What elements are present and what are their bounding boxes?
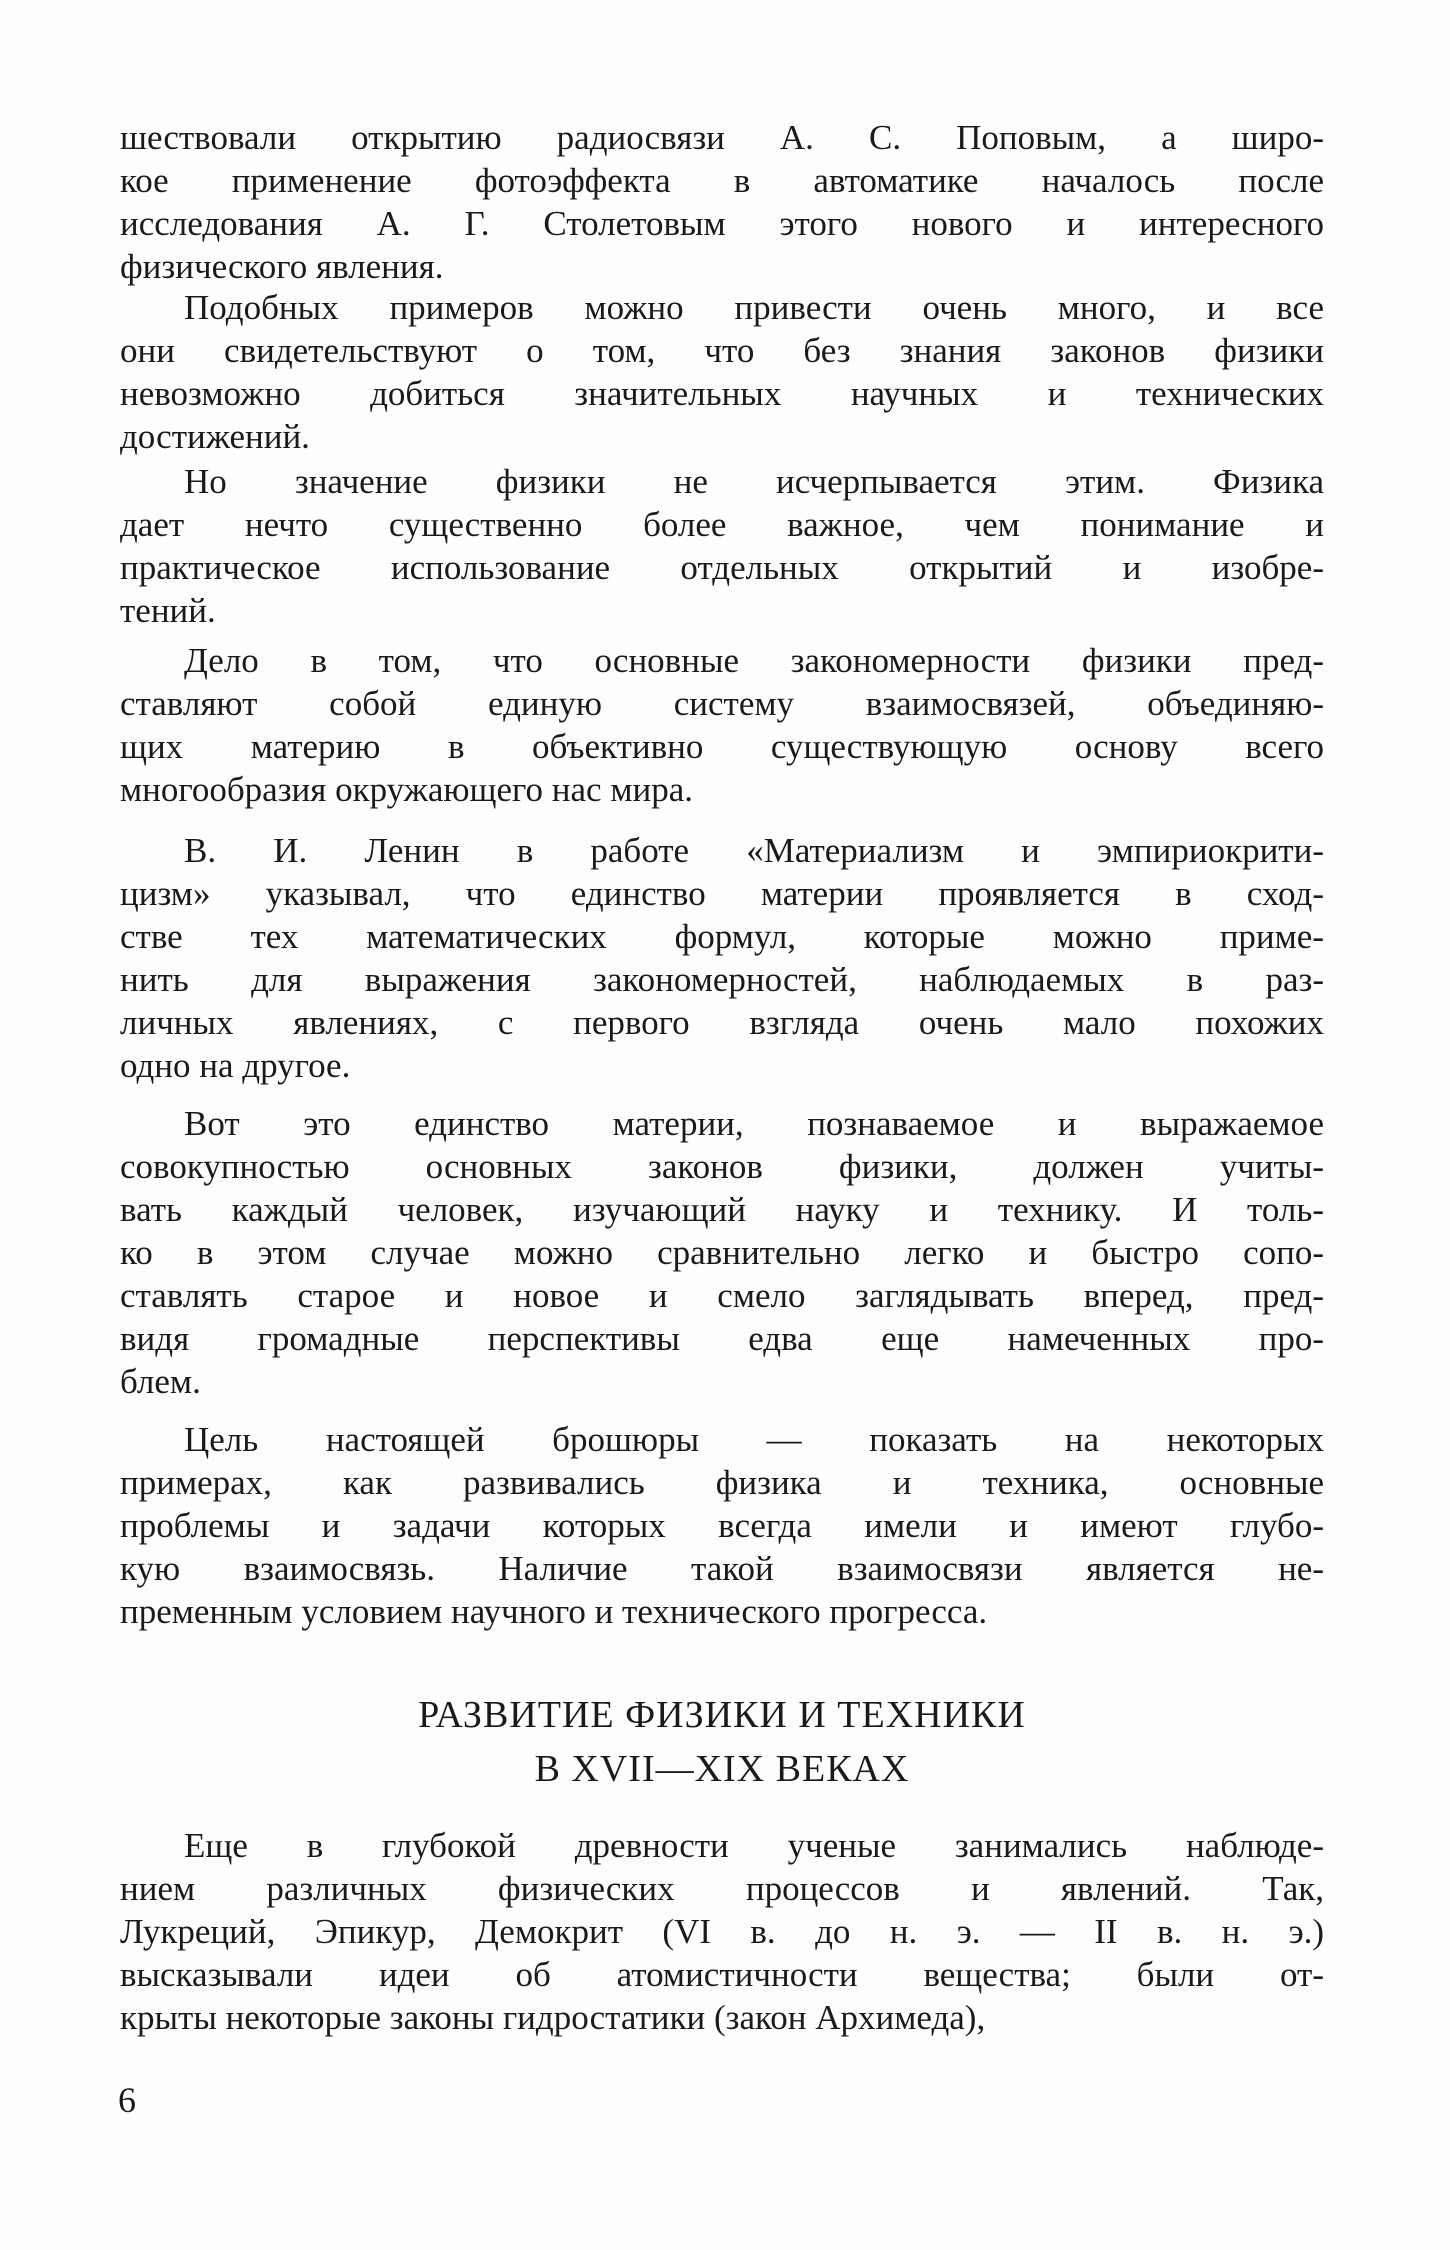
text-line: Подобных примеров можно привести очень много, и все <box>184 288 1324 327</box>
paragraph <box>120 1102 1324 1403</box>
paragraph <box>120 639 1324 811</box>
text-line: ко в этом случае можно сравнительно легко и быстро сопо- <box>120 1233 1324 1272</box>
text-line: исследования А. Г. Столетовым этого нового и интересного <box>120 204 1324 243</box>
text-line: кую взаимосвязь. Наличие такой взаимосвязи является не- <box>120 1549 1324 1588</box>
text-line: невозможно добиться значительных научных и технических <box>120 374 1324 413</box>
text-line: шествовали открытию радиосвязи А. С. Поповым, а широ- <box>120 118 1324 157</box>
paragraph <box>120 1418 1324 1633</box>
paragraph <box>120 286 1324 458</box>
section-heading-line-1: РАЗВИТИЕ ФИЗИКИ И ТЕХНИКИ <box>418 1694 1026 1736</box>
text-line: физического явления. <box>120 247 444 286</box>
text-line: дает нечто существенно более важное, чем понимание и <box>120 505 1324 544</box>
paragraph <box>120 829 1324 1087</box>
text-line: нить для выражения закономерностей, наблюдаемых в раз- <box>120 960 1324 999</box>
section-heading <box>120 1688 1324 1796</box>
page-number: 6 <box>118 2080 136 2120</box>
text-line: одно на другое. <box>120 1046 351 1085</box>
text-line: В. И. Ленин в работе «Материализм и эмпириокрити- <box>184 831 1324 870</box>
text-line: тений. <box>120 591 216 630</box>
text-line: многообразия окружающего нас мира. <box>120 770 693 809</box>
text-line: кое применение фотоэффекта в автоматике началось после <box>120 161 1324 200</box>
paragraph <box>120 1824 1324 2039</box>
text-line: крыты некоторые законы гидростатики (закон Архимеда), <box>120 1998 986 2037</box>
text-line: высказывали идеи об атомистичности вещества; были от- <box>120 1955 1324 1994</box>
paragraph <box>120 116 1324 288</box>
text-line: личных явлениях, с первого взгляда очень мало похожих <box>120 1003 1324 1042</box>
paragraph <box>120 460 1324 632</box>
text-line: они свидетельствуют о том, что без знания законов физики <box>120 331 1324 370</box>
text-line: нием различных физических процессов и явлений. Так, <box>120 1869 1324 1908</box>
text-line: Дело в том, что основные закономерности физики пред- <box>184 641 1324 680</box>
text-line: достижений. <box>120 417 310 456</box>
text-line: практическое использование отдельных открытий и изобре- <box>120 548 1324 587</box>
text-line: Но значение физики не исчерпывается этим. Физика <box>184 462 1324 501</box>
text-line: совокупностью основных законов физики, должен учиты- <box>120 1147 1324 1186</box>
text-line: цизм» указывал, что единство материи проявляется в сход- <box>120 874 1324 913</box>
text-line: Лукреций, Эпикур, Демокрит (VI в. до н. э. — II в. н. э.) <box>120 1912 1324 1951</box>
text-line: стве тех математических формул, которые можно приме- <box>120 917 1324 956</box>
text-line: ставляют собой единую систему взаимосвязей, объединяю- <box>120 684 1324 723</box>
text-line: пременным условием научного и технического прогресса. <box>120 1592 988 1631</box>
text-line: блем. <box>120 1362 201 1401</box>
text-line: Вот это единство материи, познаваемое и выражаемое <box>184 1104 1324 1143</box>
text-line: щих материю в объективно существующую основу всего <box>120 727 1324 766</box>
text-line: примерах, как развивались физика и техника, основные <box>120 1463 1324 1502</box>
text-line: ставлять старое и новое и смело заглядывать вперед, пред- <box>120 1276 1324 1315</box>
text-line: видя громадные перспективы едва еще намеченных про- <box>120 1319 1324 1358</box>
text-line: вать каждый человек, изучающий науку и технику. И толь- <box>120 1190 1324 1229</box>
text-line: проблемы и задачи которых всегда имели и имеют глубо- <box>120 1506 1324 1545</box>
section-heading-line-2: В XVII—XIX ВЕКАХ <box>534 1748 910 1790</box>
text-line: Еще в глубокой древности ученые занимались наблюде- <box>184 1826 1324 1865</box>
text-line: Цель настоящей брошюры — показать на некоторых <box>184 1420 1324 1459</box>
